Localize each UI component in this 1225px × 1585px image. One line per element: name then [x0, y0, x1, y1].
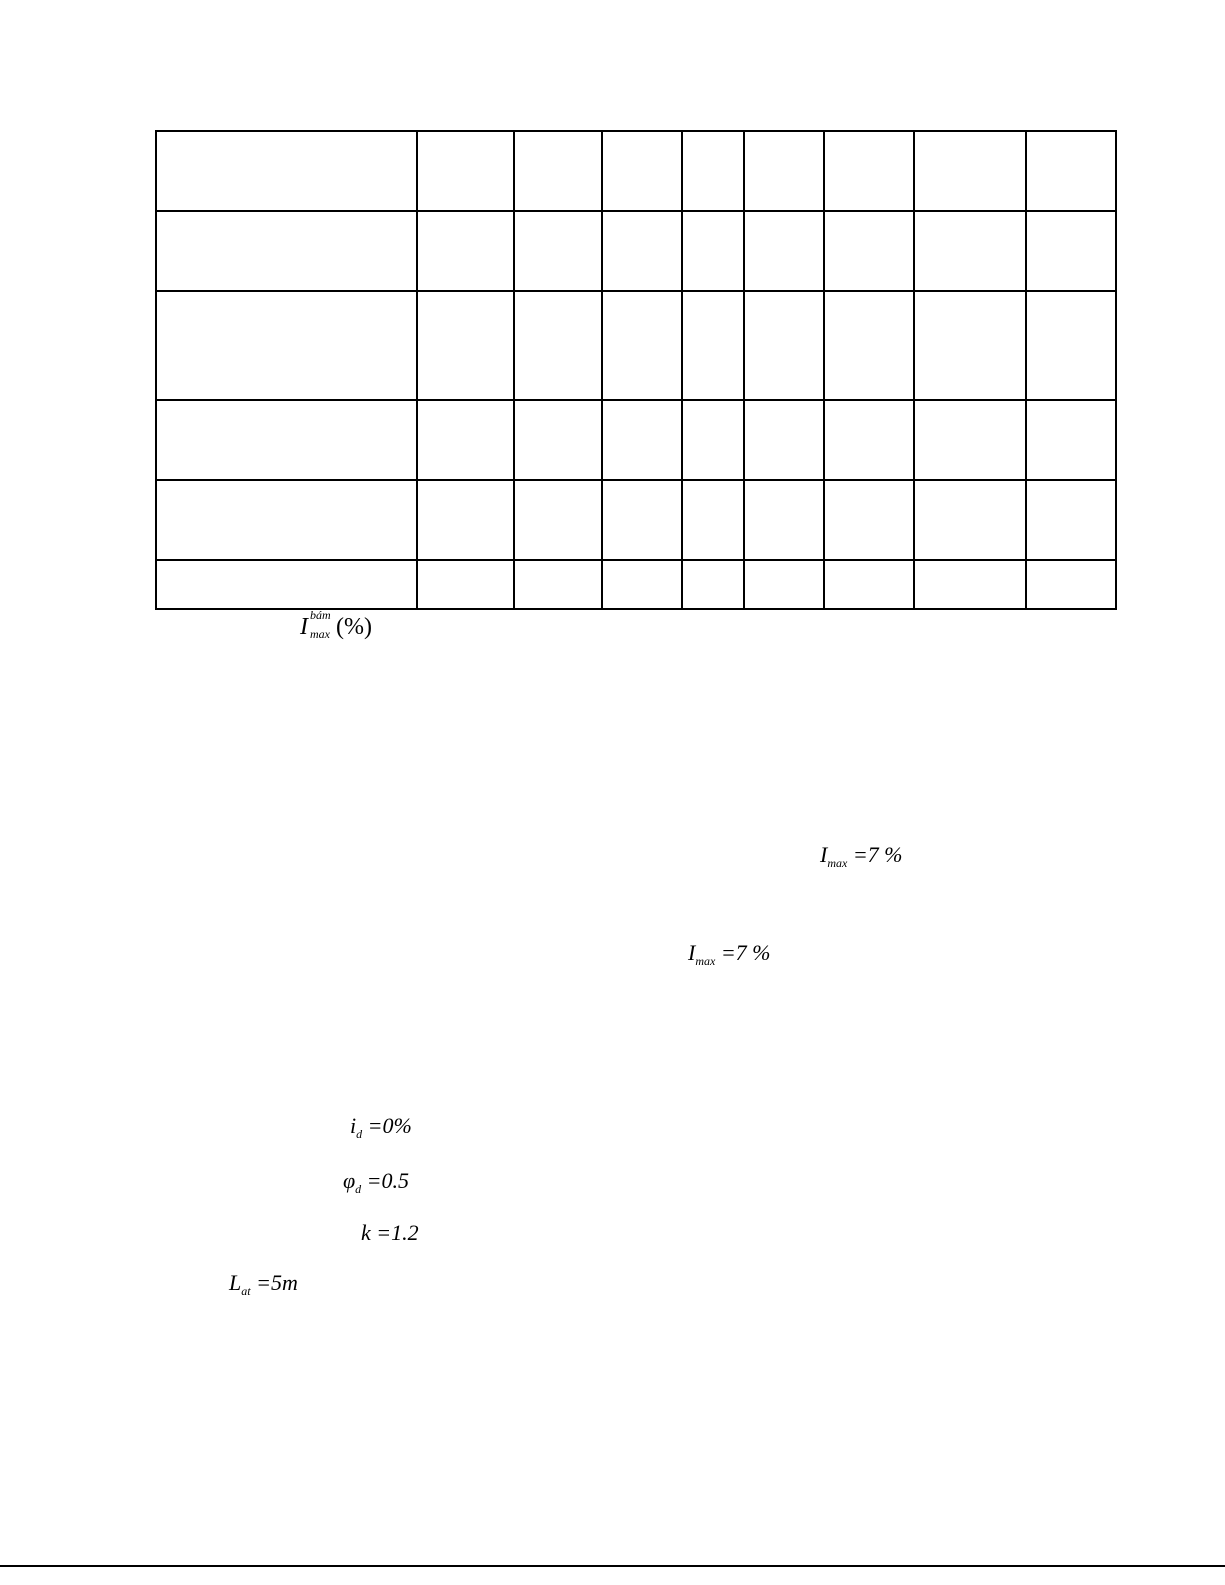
formula-imax-bam	[300, 608, 372, 642]
formula-rhs: =5m	[256, 1270, 298, 1295]
formula-rhs: =0%	[367, 1113, 412, 1138]
formula-symbol: L	[229, 1270, 242, 1295]
formula-symbol: k	[361, 1220, 371, 1245]
formula-sup: bám	[310, 608, 331, 623]
table-row	[156, 560, 1116, 609]
formula-rhs: =0.5	[366, 1168, 410, 1193]
formula-sub: max	[310, 627, 330, 642]
formula-symbol: I	[688, 940, 696, 965]
data-table	[155, 130, 1117, 610]
formula-sub: max	[827, 856, 848, 870]
formula-imax-1	[820, 842, 903, 868]
table-row	[156, 131, 1116, 211]
table-row	[156, 400, 1116, 480]
formula-rhs: =7 %	[720, 940, 771, 965]
formula-phid	[343, 1168, 409, 1194]
formula-symbol: φ	[343, 1168, 356, 1193]
formula-unit: (%)	[336, 614, 372, 640]
formula-index-stack	[308, 608, 331, 642]
formula-lat	[229, 1270, 298, 1296]
table-row	[156, 480, 1116, 560]
table-row	[156, 211, 1116, 291]
formula-symbol: i	[350, 1113, 357, 1138]
formula-sub: d	[356, 1127, 363, 1141]
formula-imax-2	[688, 940, 771, 966]
formula-k	[361, 1220, 419, 1246]
formula-sub: max	[695, 954, 716, 968]
formula-symbol: I	[300, 614, 308, 640]
table-row	[156, 291, 1116, 400]
formula-sub: at	[241, 1284, 251, 1298]
formula-sub: d	[355, 1182, 362, 1196]
formula-symbol: I	[820, 842, 828, 867]
page-bottom-rule	[0, 1565, 1225, 1567]
formula-rhs: =7 %	[852, 842, 903, 867]
formula-rhs: =1.2	[376, 1220, 419, 1245]
formula-id	[350, 1113, 412, 1139]
